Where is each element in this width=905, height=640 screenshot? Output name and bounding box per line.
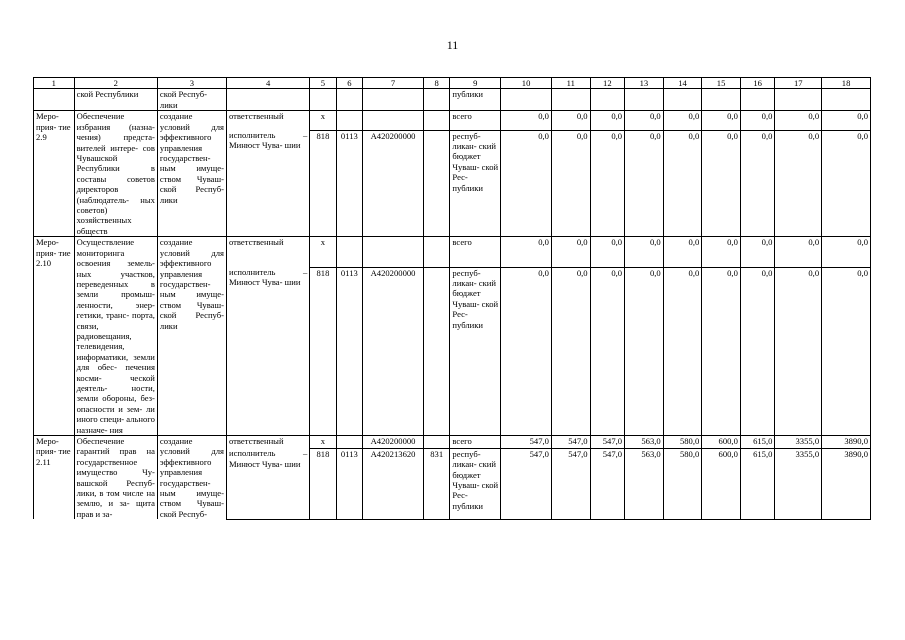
year-value: 0,0 bbox=[702, 237, 741, 267]
expense-type bbox=[424, 111, 450, 130]
column-header: 4 bbox=[226, 78, 309, 89]
column-header: 5 bbox=[310, 78, 336, 89]
table-row bbox=[34, 436, 871, 449]
year-value: 3355,0 bbox=[775, 448, 822, 519]
responsible-label: ответственный bbox=[226, 237, 309, 267]
table-cell bbox=[775, 89, 822, 111]
year-value: 0,0 bbox=[625, 237, 664, 267]
column-header: 17 bbox=[775, 78, 822, 89]
activity-number: Меро- прия- тие 2.10 bbox=[34, 237, 75, 436]
year-value: 0,0 bbox=[822, 111, 871, 130]
year-value: 0,0 bbox=[501, 267, 552, 435]
column-header: 10 bbox=[501, 78, 552, 89]
expense-type bbox=[424, 237, 450, 267]
year-value: 0,0 bbox=[740, 237, 775, 267]
year-value: 0,0 bbox=[590, 267, 625, 435]
table-cell bbox=[310, 89, 336, 111]
column-header: 11 bbox=[551, 78, 590, 89]
column-header: 14 bbox=[663, 78, 702, 89]
expense-type bbox=[424, 436, 450, 449]
column-header: 2 bbox=[74, 78, 157, 89]
column-header: 18 bbox=[822, 78, 871, 89]
table-cell bbox=[34, 89, 75, 111]
year-value: 547,0 bbox=[551, 448, 590, 519]
year-value: 547,0 bbox=[501, 448, 552, 519]
table-cell bbox=[702, 89, 741, 111]
table-cell bbox=[625, 89, 664, 111]
year-value: 0,0 bbox=[775, 237, 822, 267]
year-value: 600,0 bbox=[702, 436, 741, 449]
activity-description: Осуществление мониторинга освоения земель- ных участков, переведенных в земли промыш- ленности, энер- гетики, транс- порта, связи, радиовещания, телевидения, информатики, земли для обес- печения косми- ческой деятель- ности, земли обороны, без- опасности и зем- ли иного специ- ального назначе- ния bbox=[74, 237, 157, 436]
responsible-executor: исполнитель – Минюст Чува- шии bbox=[226, 448, 309, 519]
column-header: 1 bbox=[34, 78, 75, 89]
column-header: 8 bbox=[424, 78, 450, 89]
table-cell bbox=[663, 89, 702, 111]
year-value: 0,0 bbox=[501, 237, 552, 267]
continuation-row bbox=[34, 89, 871, 111]
grbs-code: x bbox=[310, 436, 336, 449]
responsible-executor: исполнитель – Минюст Чува- шии bbox=[226, 267, 309, 435]
expense-type bbox=[424, 130, 450, 237]
target-article: А420200000 bbox=[363, 267, 424, 435]
year-value: 0,0 bbox=[702, 267, 741, 435]
table-cell: ской Республики bbox=[74, 89, 157, 111]
table-cell bbox=[363, 89, 424, 111]
year-value: 0,0 bbox=[822, 237, 871, 267]
table-cell bbox=[590, 89, 625, 111]
table-row bbox=[34, 237, 871, 267]
table-row bbox=[34, 111, 871, 130]
activity-goal: создание условий для эффективного управления государствен- ным имуще- ством Чуваш- ской Респуб- лики bbox=[157, 237, 226, 436]
grbs-code: x bbox=[310, 111, 336, 130]
section-code bbox=[336, 436, 362, 449]
year-value: 3890,0 bbox=[822, 448, 871, 519]
target-article bbox=[363, 237, 424, 267]
year-value: 615,0 bbox=[740, 436, 775, 449]
year-value: 547,0 bbox=[590, 448, 625, 519]
grbs-code: x bbox=[310, 237, 336, 267]
activity-goal: создание условий для эффективного управления государствен- ным имуще- ством Чуваш- ской Респуб- лики bbox=[157, 111, 226, 237]
target-article bbox=[363, 111, 424, 130]
funding-source: респуб- ликан- ский бюджет Чуваш- ской Рес- публики bbox=[450, 267, 501, 435]
year-value: 547,0 bbox=[501, 436, 552, 449]
year-value: 0,0 bbox=[775, 130, 822, 237]
year-value: 0,0 bbox=[551, 267, 590, 435]
year-value: 0,0 bbox=[625, 130, 664, 237]
year-value: 0,0 bbox=[822, 267, 871, 435]
year-value: 0,0 bbox=[551, 111, 590, 130]
year-value: 0,0 bbox=[625, 267, 664, 435]
year-value: 3890,0 bbox=[822, 436, 871, 449]
column-header: 15 bbox=[702, 78, 741, 89]
year-value: 0,0 bbox=[590, 130, 625, 237]
year-value: 0,0 bbox=[740, 130, 775, 237]
section-code bbox=[336, 111, 362, 130]
year-value: 0,0 bbox=[663, 111, 702, 130]
year-value: 615,0 bbox=[740, 448, 775, 519]
table-cell bbox=[424, 89, 450, 111]
activity-goal: создание условий для эффективного управления государствен- ным имуще- ством Чуваш- ской Респуб- bbox=[157, 436, 226, 520]
table-cell bbox=[226, 89, 309, 111]
column-header: 9 bbox=[450, 78, 501, 89]
section-code: 0113 bbox=[336, 130, 362, 237]
table-cell bbox=[501, 89, 552, 111]
expense-type bbox=[424, 267, 450, 435]
table-cell: публики bbox=[450, 89, 501, 111]
table-cell: ской Респуб- лики bbox=[157, 89, 226, 111]
expense-type: 831 bbox=[424, 448, 450, 519]
column-header: 6 bbox=[336, 78, 362, 89]
table-cell bbox=[551, 89, 590, 111]
activity-number: Меро- прия- тие 2.9 bbox=[34, 111, 75, 237]
target-article: А420200000 bbox=[363, 436, 424, 449]
year-value: 0,0 bbox=[663, 267, 702, 435]
header-row bbox=[34, 78, 871, 89]
column-header: 13 bbox=[625, 78, 664, 89]
section-code: 0113 bbox=[336, 267, 362, 435]
column-header: 7 bbox=[363, 78, 424, 89]
table-cell bbox=[336, 89, 362, 111]
section-code: 0113 bbox=[336, 448, 362, 519]
funding-source: респуб- ликан- ский бюджет Чуваш- ской Рес- публики bbox=[450, 448, 501, 519]
year-value: 3355,0 bbox=[775, 436, 822, 449]
column-header: 12 bbox=[590, 78, 625, 89]
year-value: 0,0 bbox=[663, 237, 702, 267]
year-value: 0,0 bbox=[501, 111, 552, 130]
grbs-code: 818 bbox=[310, 130, 336, 237]
year-value: 0,0 bbox=[625, 111, 664, 130]
activity-description: Обеспечение гарантий прав на государственное имущество Чу- вашской Респуб- лики, в том числе на землю, и за- щита прав и за- bbox=[74, 436, 157, 520]
program-table bbox=[33, 77, 871, 520]
funding-source: всего bbox=[450, 237, 501, 267]
target-article: А420200000 bbox=[363, 130, 424, 237]
year-value: 0,0 bbox=[775, 267, 822, 435]
year-value: 0,0 bbox=[822, 130, 871, 237]
activity-description: Обеспечение избрания (назна- чения) предста- вителей интере- сов Чувашской Республики в составы советов директоров (наблюдатель- ных советов) хозяйственных обществ bbox=[74, 111, 157, 237]
column-header: 16 bbox=[740, 78, 775, 89]
funding-source: респуб- ликан- ский бюджет Чуваш- ской Рес- публики bbox=[450, 130, 501, 237]
year-value: 0,0 bbox=[702, 111, 741, 130]
grbs-code: 818 bbox=[310, 267, 336, 435]
year-value: 0,0 bbox=[501, 130, 552, 237]
funding-source: всего bbox=[450, 436, 501, 449]
table-body bbox=[34, 78, 871, 520]
year-value: 547,0 bbox=[551, 436, 590, 449]
page-number: 11 bbox=[446, 38, 459, 52]
column-header: 3 bbox=[157, 78, 226, 89]
year-value: 0,0 bbox=[551, 130, 590, 237]
year-value: 0,0 bbox=[740, 111, 775, 130]
year-value: 0,0 bbox=[740, 267, 775, 435]
year-value: 0,0 bbox=[775, 111, 822, 130]
year-value: 580,0 bbox=[663, 448, 702, 519]
table-cell bbox=[740, 89, 775, 111]
responsible-label: ответственный bbox=[226, 111, 309, 130]
year-value: 563,0 bbox=[625, 448, 664, 519]
year-value: 0,0 bbox=[590, 111, 625, 130]
grbs-code: 818 bbox=[310, 448, 336, 519]
year-value: 580,0 bbox=[663, 436, 702, 449]
responsible-executor: исполнитель – Минюст Чува- шии bbox=[226, 130, 309, 237]
funding-source: всего bbox=[450, 111, 501, 130]
activity-number: Меро- прия- тие 2.11 bbox=[34, 436, 75, 520]
year-value: 547,0 bbox=[590, 436, 625, 449]
year-value: 0,0 bbox=[663, 130, 702, 237]
year-value: 0,0 bbox=[702, 130, 741, 237]
year-value: 600,0 bbox=[702, 448, 741, 519]
year-value: 563,0 bbox=[625, 436, 664, 449]
target-article: А420213620 bbox=[363, 448, 424, 519]
year-value: 0,0 bbox=[551, 237, 590, 267]
year-value: 0,0 bbox=[590, 237, 625, 267]
responsible-label: ответственный bbox=[226, 436, 309, 449]
table-cell bbox=[822, 89, 871, 111]
section-code bbox=[336, 237, 362, 267]
